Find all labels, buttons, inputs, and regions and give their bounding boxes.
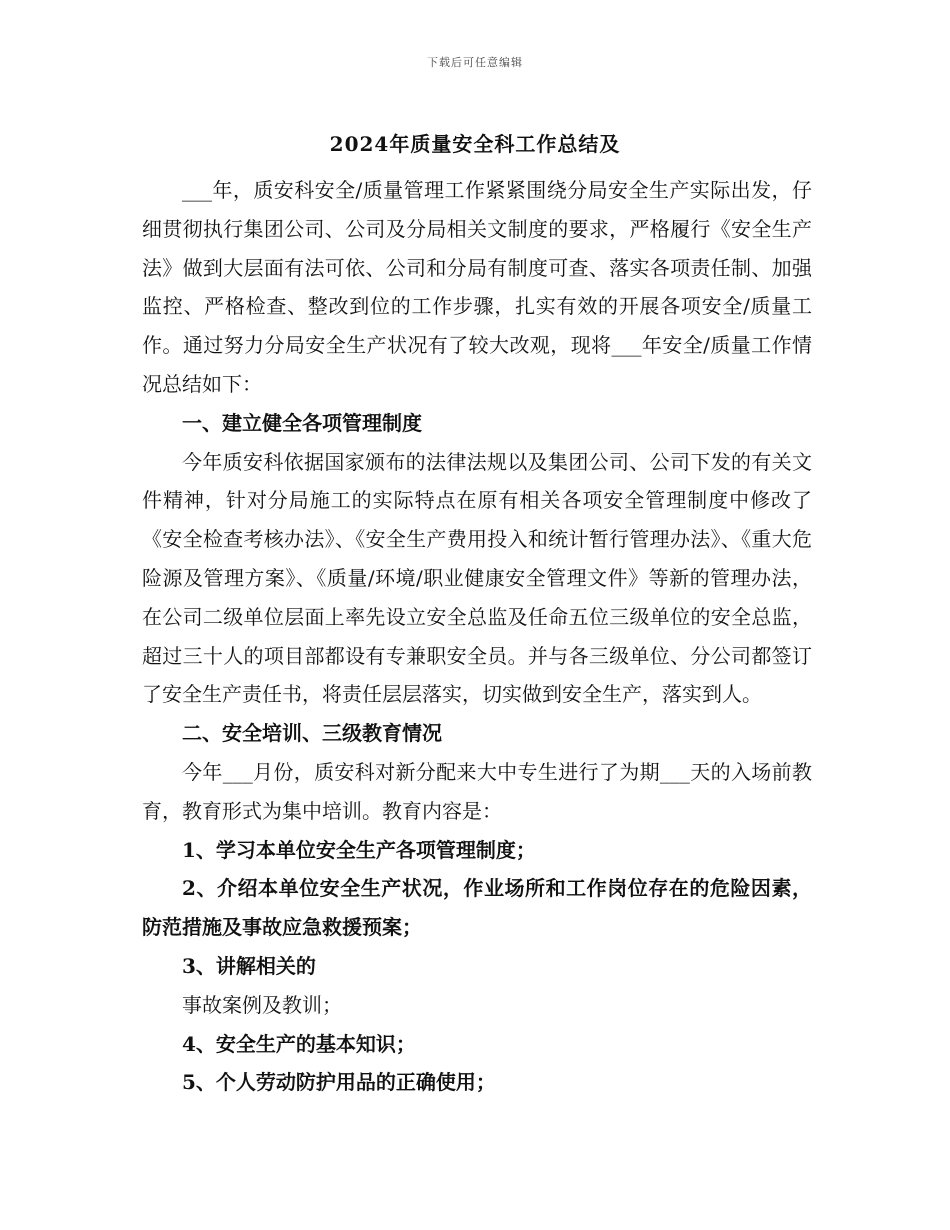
header-note: 下载后可任意编辑 (427, 56, 523, 69)
list-item-2: 2、介绍本单位安全生产状况，作业场所和工作岗位存在的危险因素，防范措施及事故应急救援预案； (142, 876, 812, 940)
list-item-3-continued: 事故案例及教训； (182, 992, 342, 1017)
document-title: 2024年质量安全科工作总结及 (329, 132, 621, 156)
section-1-paragraph: 今年质安科依据国家颁布的法律法规以及集团公司、公司下发的有关文件精神，针对分局施工的实际特点在原有相关各项安全管理制度中修改了《安全检查考核办法》、《安全生产费用投入和统计暂行管理办法》、《重大危险源及管理方案》、《质量/环境/职业健康安全管理文件》等新的管理办法，在公司二级单位层面上率先设立安全总监及任命五位三级单位的安全总监，超过三十人的项目部都设有专兼职安全员。并与各三级单位、分公司都签订了安全生产责任书，将责任层层落实，切实做到安全生产，落实到人。 (142, 449, 812, 707)
list-item-1: 1、学习本单位安全生产各项管理制度； (182, 837, 536, 862)
list-item-4: 4、安全生产的基本知识； (182, 1031, 416, 1056)
list-item-3: 3、讲解相关的 (182, 953, 316, 978)
document-body (142, 171, 812, 1102)
section-2-paragraph: 今年___月份，质安科对新分配来大中专生进行了为期___天的入场前教育，教育形式为集中培训。教育内容是： (142, 759, 812, 823)
intro-paragraph: ___年，质安科安全/质量管理工作紧紧围绕分局安全生产实际出发，仔细贯彻执行集团公司、公司及分局相关文制度的要求，严格履行《安全生产法》做到大层面有法可依、公司和分局有制度可查、落实各项责任制、加强监控、严格检查、整改到位的工作步骤，扎实有效的开展各项安全/质量工作。通过努力分局安全生产状况有了较大改观，现将___年安全/质量工作情况总结如下： (142, 178, 812, 396)
list-item-5: 5、个人劳动防护用品的正确使用； (182, 1070, 496, 1095)
section-heading-1: 一、建立健全各项管理制度 (182, 410, 422, 435)
section-heading-2: 二、安全培训、三级教育情况 (182, 721, 442, 746)
